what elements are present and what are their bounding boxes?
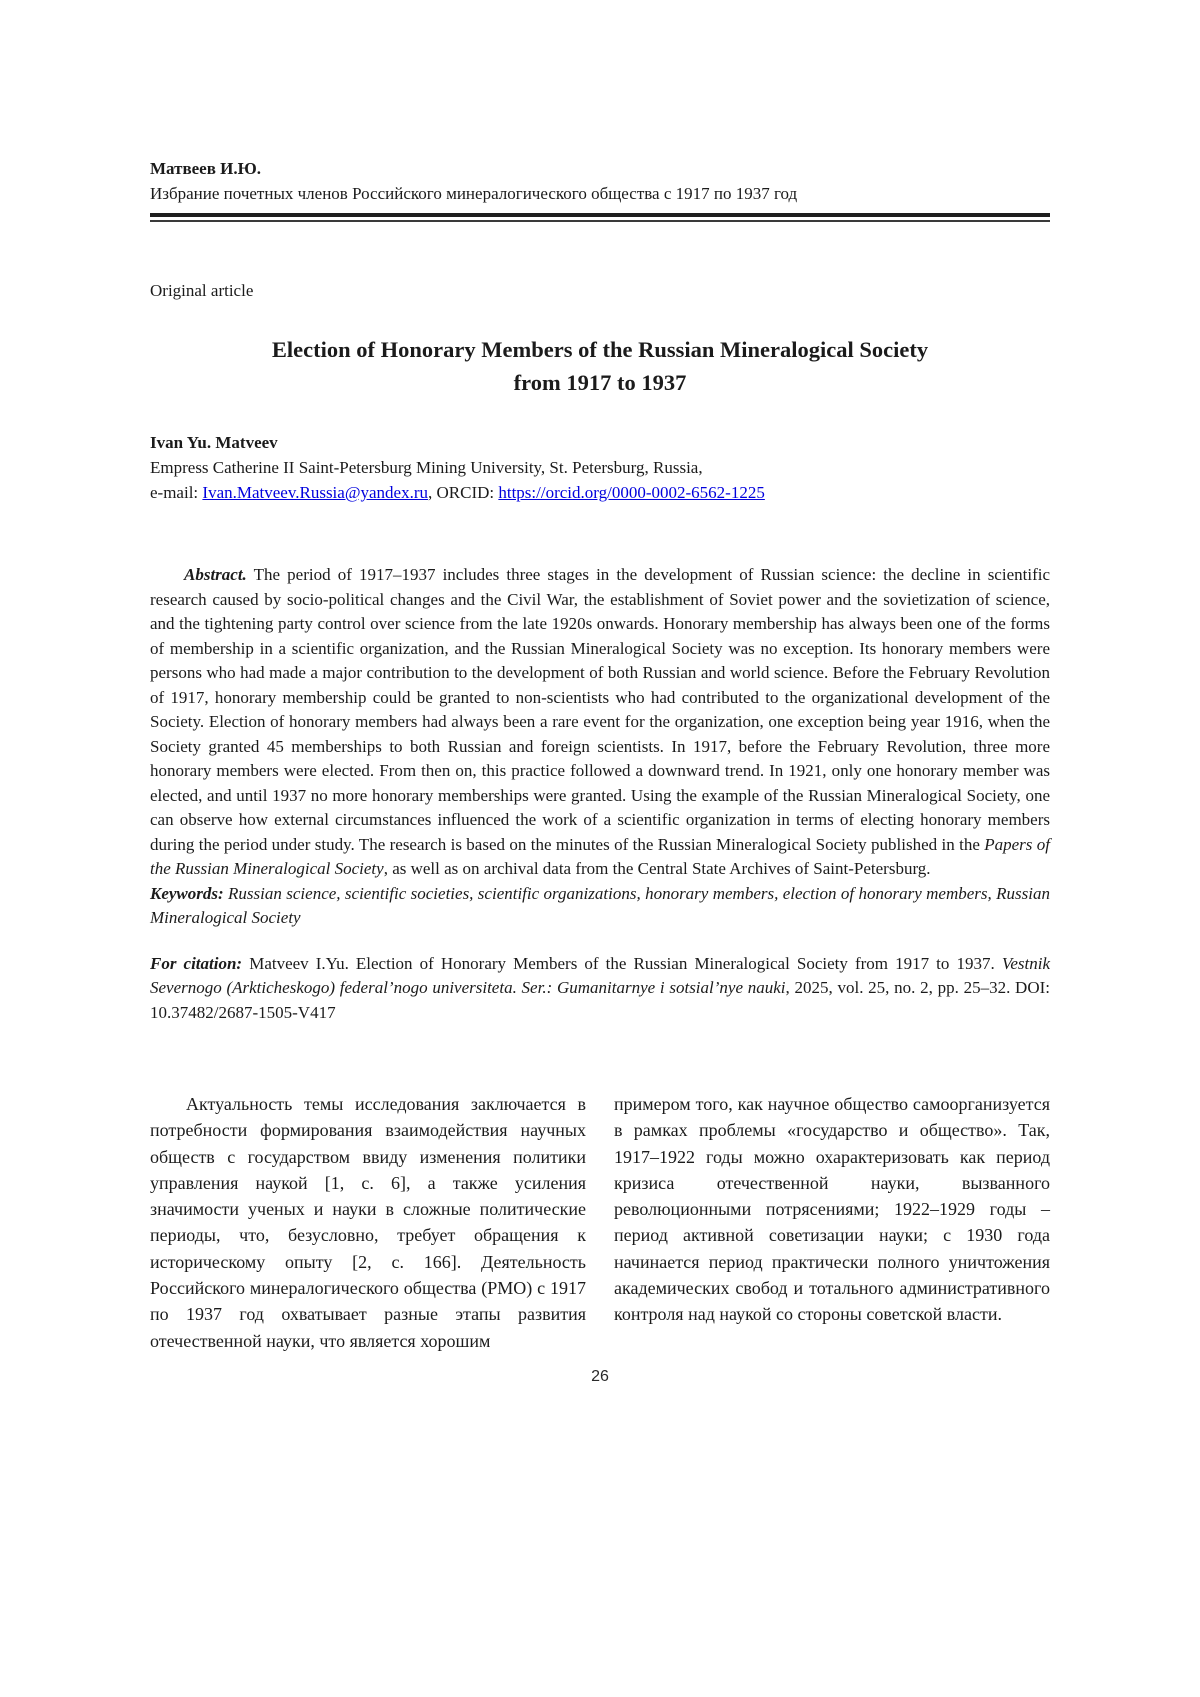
- keywords-text: Russian science, scientific societies, scientific organizations, honorary members, election of honorary members, Russian Mineralogical Society: [150, 883, 1050, 927]
- divider-line-bottom: [150, 220, 1050, 222]
- citation-paragraph: [150, 952, 1050, 1026]
- body-columns: [150, 1091, 1050, 1354]
- divider-line-top: [150, 213, 1050, 217]
- article-title-line-2: from 1917 to 1937: [513, 370, 687, 395]
- header-divider: [150, 213, 1050, 222]
- citation-text-continued: , 2025, vol. 25, no. 2, pp. 25–32. DOI: 10.37482/2687-1505-V417: [150, 978, 1050, 1022]
- orcid-link[interactable]: https://orcid.org/0000-0002-6562-1225: [498, 483, 765, 502]
- running-header: [150, 156, 1050, 222]
- author-name: Ivan Yu. Matveev: [150, 433, 278, 452]
- body-column-left: Актуальность темы исследования заключается в потребности формирования взаимодействия научных обществ с государством ввиду изменения политики управления наукой [1, с. 6], а также усиления значимости ученых и науки в сложные политические периоды, что, безусловно, требует обращения к историческому опыту [2, с. 166]. Деятельность Российского минералогического общества (РМО) с 1917 по 1937 год охватывает разные этапы развития отечественной науки, что является хорошим: [150, 1094, 586, 1351]
- author-affiliation: Empress Catherine II Saint-Petersburg Mining University, St. Petersburg, Russia,: [150, 458, 703, 477]
- body-column-right: примером того, как научное общество самоорганизуется в рамках проблемы «государство и общество». Так, 1917–1922 годы можно охарактеризовать как период кризиса отечественной науки, вызванного революционными потрясениями; 1922–1929 годы – период активной советизации науки; с 1930 года начинается период практически полного уничтожения академических свобод и тотального административного контроля над наукой со стороны советской власти.: [614, 1094, 1050, 1325]
- author-block: [150, 430, 1050, 505]
- citation-text: Matveev I.Yu. Election of Honorary Members of the Russian Mineralogical Society from 1917 to 1937.: [242, 953, 1002, 973]
- orcid-label: , ORCID:: [427, 483, 499, 502]
- email-link[interactable]: Ivan.Matveev.Russia@yandex.ru: [202, 483, 428, 502]
- page-number: 26: [591, 1367, 609, 1385]
- abstract-paragraph: [150, 563, 1050, 882]
- abstract-label: Abstract.: [184, 565, 247, 584]
- article-title: [150, 333, 1050, 399]
- citation-label: For citation:: [150, 953, 243, 973]
- keywords-paragraph: [150, 882, 1050, 931]
- running-header-author: Матвеев И.Ю.: [150, 159, 262, 178]
- article-type-label: Original article: [150, 281, 254, 300]
- article-title-line-1: Election of Honorary Members of the Russian Mineralogical Society: [271, 337, 929, 362]
- author-contact-line: [150, 480, 1050, 505]
- abstract-text-continued: , as well as on archival data from the Central State Archives of Saint-Petersburg.: [383, 859, 931, 878]
- running-header-title: Избрание почетных членов Российского минералогического общества с 1917 по 1937 год: [150, 184, 798, 203]
- abstract-journal-title: Papers of the Russian Mineralogical Society: [150, 834, 1051, 878]
- abstract-text: The period of 1917–1937 includes three stages in the development of Russian science: the decline in scientific research caused by socio-political changes and the Civil War, the establishment of Soviet power and the sovietization of science, and the tightening party control over science from the late 1920s onwards. Honorary membership has always been one of the forms of membership in a scientific organization, and the Russian Mineralogical Society was no exception. Its honorary members were persons who had made a major contribution to the development of both Russian and world science. Before the February Revolution of 1917, honorary membership could be granted to non-scientists who had contributed to the organizational development of the Society. Election of honorary members had always been a rare event for the organization, one exception being year 1916, when the Society granted 45 memberships to both Russian and foreign scientists. In 1917, before the February Revolution, three more honorary members were elected. From then on, this practice followed a downward trend. In 1921, only one honorary member was elected, and until 1937 no more honorary memberships were granted. Using the example of the Russian Mineralogical Society, one can observe how external circumstances influenced the work of a scientific organization in terms of electing honorary members during the period under study. The research is based on the minutes of the Russian Mineralogical Society published in the: [150, 565, 1050, 854]
- email-label: e-mail:: [150, 483, 203, 502]
- citation-journal-title: Vestnik Severnogo (Arkticheskogo) federal’nogo universiteta. Ser.: Gumanitarnye i sotsial’nye nauki: [150, 953, 1050, 997]
- keywords-label: Keywords:: [150, 883, 224, 903]
